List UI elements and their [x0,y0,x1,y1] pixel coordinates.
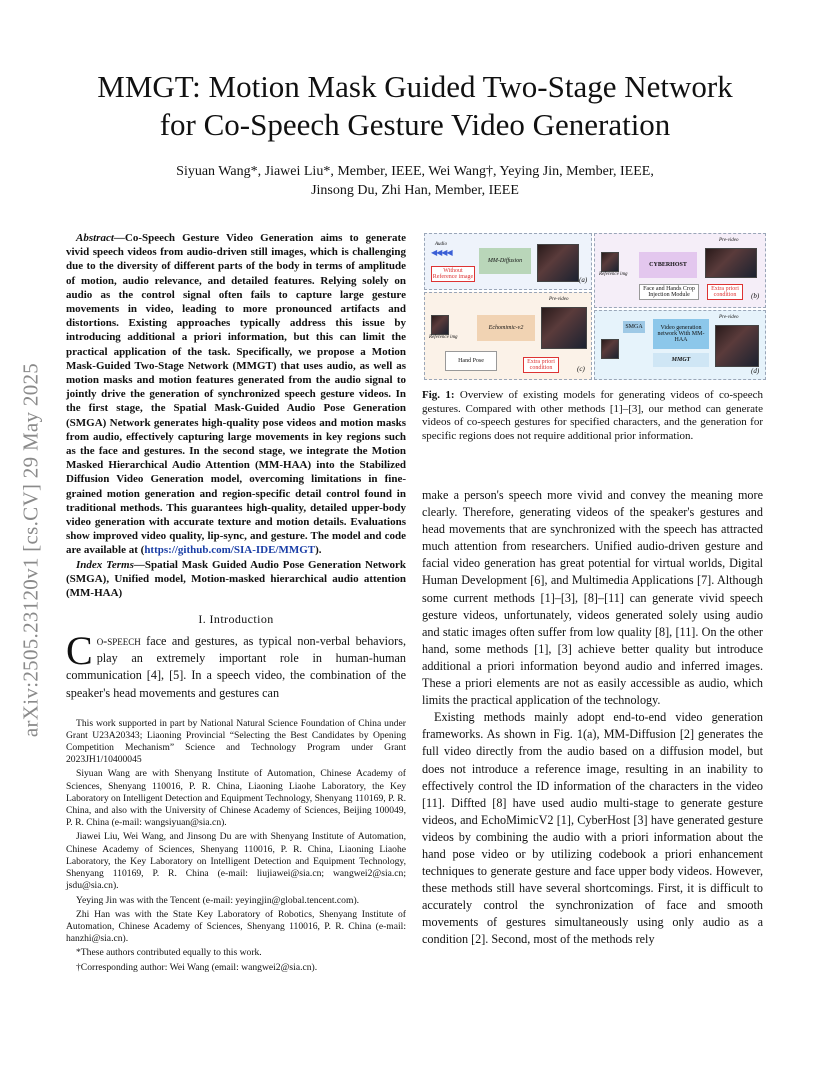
intro-text: face and gestures, as typical non-verbal behaviors, play an extremely important role in human-human communication [4], [5]. In a speech video, the combination of the speaker's head movements and gestures can [66,634,406,700]
footnote: Jiawei Liu, Wei Wang, and Jinsong Du are with Shenyang Institute of Automation, Chinese Academy of Sciences, Shenyang 110016, P. R. China, Liaoning Liaohe Laboratory, the Key Laboratory on Intelligent Detection and Equipment Technology, Shenyang 110169, P. R. China (e-mail: liujiawei@sia.cn; wangwei2@sia.cn; jsdu@sia.cn). [66,831,406,892]
video-frames [541,307,587,349]
reference-frame [601,252,619,272]
extra-prior-box: Extra priori condition [707,284,743,300]
section-heading: I. Introduction [198,612,274,627]
footnote: †Corresponding author: Wei Wang (email: wangwei2@sia.cn). [76,961,318,973]
without-reference-box: Without Reference image [432,268,474,280]
index-terms-lead: Index Terms— [76,558,145,571]
caption-text: Overview of existing models for generating videos of co-speech gestures. Compared with other methods [1]–[3], our method can generate videos of co-speech gestures for specified characters, and the generation for specific regions does not require additional prior information. [422,389,763,442]
footnote: Siyuan Wang are with Shenyang Institute of Automation, Chinese Academy of Sciences, Shenyang 110016, P. R. China, Liaoning Liaohe Laboratory, the Key Laboratory on Intelligent Detection and Equipment Technology, Shenyang 110169, P. R. China, and also with the University of Chinese Academy of Sciences, Beijing 100049, P. R. China (e-mail: wangsiyuan@sia.cn). [66,768,406,829]
authors-line-2: Jinsong Du, Zhi Han, Member, IEEE [311,183,519,198]
figure-caption [422,389,763,443]
cyberhost-box: CYBERHOST [639,252,697,278]
audio-label: Audio [435,242,447,247]
body-paragraph: Existing methods mainly adopt end-to-end video generation frameworks. As shown in Fig. 1(a), MM-Diffusion [2] generates the full video directly from the audio based on a diffusion model, but does not introduce a reference image, resulting in an inability to effectively control the ID information of the characters in the video [11]. Diffted [8] have used audio multi-stage to generate gesture videos, and EchoMimicV2 [1], CyberHost [3] have generated gesture videos by combining the audio with a priori information about the hand pose video or by utilizing codebook a priori enhancement techniques to generate gesture and face upper body videos. However, these methods still have several shortcomings. First, it is difficult to accurately control the synchronization of face and smooth movements of gestures simultaneously using only audio as a condition [2]. Second, most of the methods rely [422,710,763,947]
panel-c-label: (c) [577,365,585,373]
arxiv-identifier: arXiv:2505.23120v1 [cs.CV] 29 May 2025 [18,362,43,738]
video-frames [537,244,579,282]
caption-label: Fig. 1: [422,389,455,401]
pre-video-label: Pre-video [719,315,739,320]
panel-a [424,233,592,290]
right-column-text [422,487,763,949]
paper-title [40,68,790,144]
title-line-1: MMGT: Motion Mask Guided Two-Stage Network [97,69,733,104]
figure-caption-block [422,389,763,443]
abstract-text: Co-Speech Gesture Video Generation aims to generate vivid speech videos from audio-driven still images, which is challenging due to the diversity of different parts of the body in terms of amplitude of motion, audio relevance, and detailed features. Relying solely on audio as the control signal often fails to capture large gesture movements in video, leading to more pronounced artifacts and distortions. Existing approaches typically address this issue by introducing additional a priori information, but this can limit the practical application of the task. Specifically, we propose a Motion Mask-Guided Two-Stage Network (MMGT) that uses audio, as well as motion masks and motion features generated from the audio signal to jointly drive the generation of synchronized speech gesture videos. In the first stage, the Spatial Mask-Guided Audio Pose Generation (SMGA) Network generates high-quality pose videos and motion masks from audio, effectively capturing large movements in key regions such as the face and gestures. In the second stage, we integrate the Motion Masked Hierarchical Audio Attention (MM-HAA) into the Stabilized Diffusion Video Generation model, overcoming limitations in fine-grained motion generation and region-specific detail control found in traditional methods. This guarantees high-quality, detailed upper-body video generation with accurate texture and motion details. Evaluations show improved video quality, lip-sync, and gesture. The model and code are available at ( [66,232,406,557]
drop-cap: C [66,628,93,674]
panel-b [594,233,766,308]
intro-smallcaps: o-speech [96,634,141,649]
reference-frame [431,315,449,335]
footnote: Zhi Han was with the State Key Laboratory of Robotics, Shenyang Institute of Automation, Chinese Academy of Sciences, Shenyang 110016, P. R. China (e-mail: hanzhi@sia.cn). [66,908,406,945]
video-frames [705,248,757,278]
title-line-2: for Co-Speech Gesture Video Generation [159,107,671,142]
smga-box: SMGA [623,321,645,333]
panel-b-label: (b) [751,292,760,300]
abstract-end: ). [315,544,322,557]
panel-a-label: (a) [579,276,588,284]
pre-video-label: Pre-video [719,238,739,243]
face-hands-module: Face and Hands Crop Injection Module [639,284,699,300]
abstract-lead: Abstract— [76,232,125,244]
extra-prior-box: Extra priori condition [523,357,559,373]
footnote: This work supported in part by National Natural Science Foundation of China under Grant U23A20343; Liaoning Provincial “Selecting the Best Candidates by Opening Competition Mechanism” Science and Technology Program under Grant 2023JH1/10400045 [66,717,406,766]
mm-haa-box: Video generation network With MM-HAA [653,319,709,349]
figure-1 [424,233,764,380]
intro-paragraph [66,628,406,701]
hand-pose-box: Hand Pose [445,351,497,371]
panel-d-label: (d) [751,367,760,375]
reference-img-label: Reference img [599,272,628,277]
abstract [66,231,406,558]
panel-c [424,292,592,380]
mm-diffusion-box: MM-Diffusion [479,248,531,274]
authors-line-1: Siyuan Wang*, Jiawei Liu*, Member, IEEE, Wei Wang†, Yeying Jin, Member, IEEE, [176,164,654,179]
reference-frame [601,339,619,359]
echomimic-box: Echomimic-v2 [477,315,535,341]
index-terms-text: Spatial Mask Guided Audio Pose Generation Network (SMGA), Unified model, Motion-masked hierarchical audio attention (MM-HAA) [66,558,406,600]
code-link[interactable]: https://github.com/SIA-IDE/MMGT [144,544,316,557]
footnote: *These authors contributed equally to this work. [76,947,262,959]
footnotes [66,718,406,974]
arxiv-sidebar [18,300,44,800]
panel-d [594,310,766,380]
footnote: Yeying Jin was with the Tencent (e-mail: yeyingjin@global.tencent.com). [76,894,360,906]
audio-wave-icon: ◀◀◀◀ [431,248,452,257]
video-frames [715,325,759,367]
pre-video-label: Pre-video [549,297,569,302]
body-paragraph: make a person's speech more vivid and convey the meaning more clearly. Therefore, generating videos of the speaker's gestures and head movements that are synchronized with the speech has attracted much attention from researchers. Unified audio-driven gesture and facial video generation has great potential for virtual worlds, Digital Human Development [6], and Multimedia Applications [7]. Although some current methods [1]–[3], [8]–[11] can generate vivid speech gesture videos, unfortunately, videos generated solely using audio and static images often suffer from low quality [8], [11]. On the other hand, some methods [1], [3] achieve better quality but introduce additional a priori information beyond audio and inferred images. These a priori elements are not as easily accessible as audio, which limits the practical application of the technology. [422,488,763,708]
reference-img-label: Reference img [429,335,458,340]
index-terms [66,558,406,601]
left-column [66,231,406,976]
author-list [60,162,770,200]
mmgt-box: MMGT [653,353,709,367]
